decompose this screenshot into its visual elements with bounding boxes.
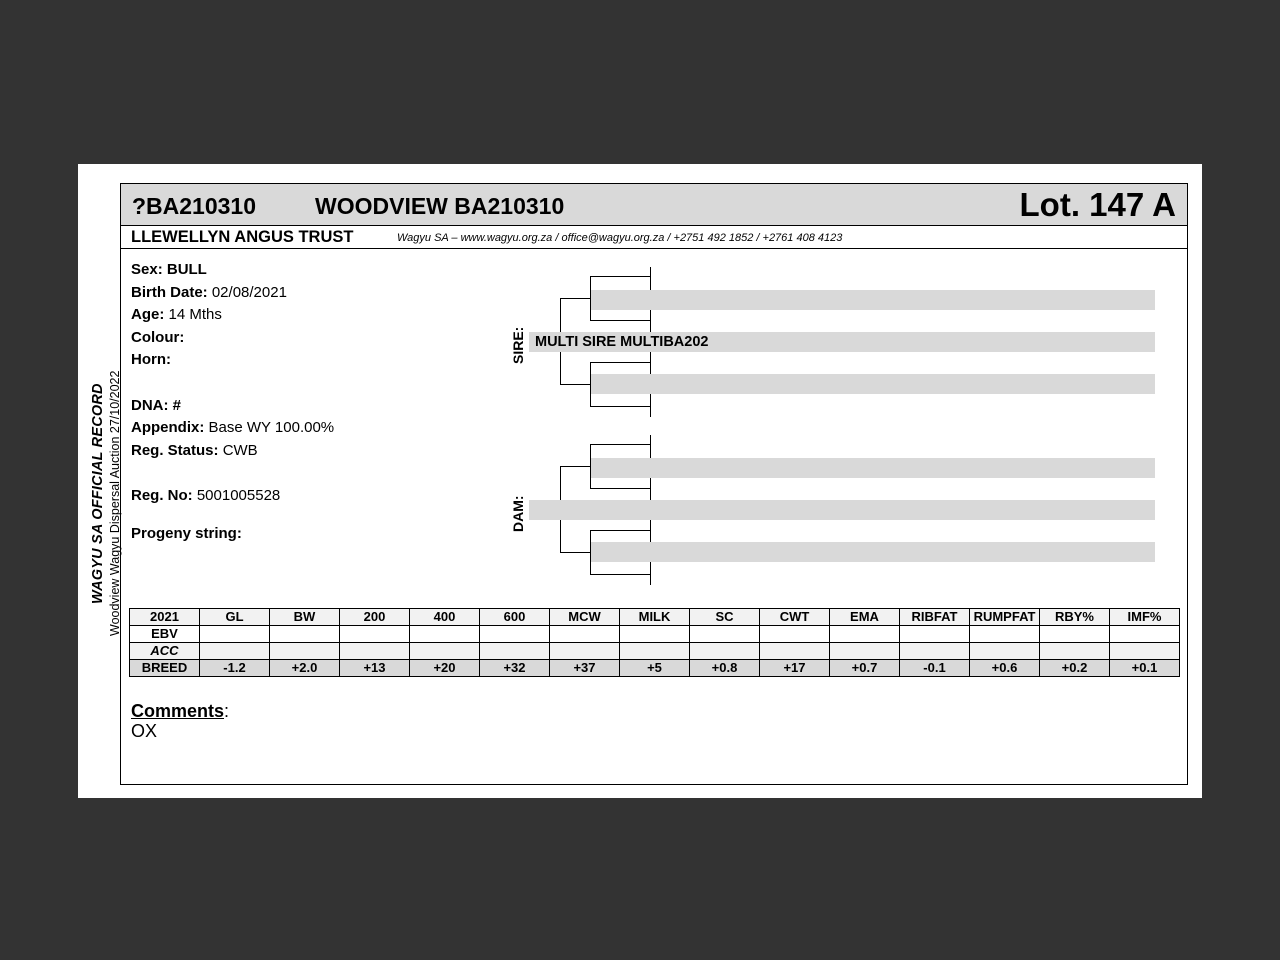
- sire-dam-bracket: [590, 362, 650, 363]
- appendix-value: Base WY 100.00%: [208, 419, 335, 436]
- regstatus-value: CWB: [222, 441, 258, 459]
- lot-number: Lot. 147 A: [1019, 186, 1176, 223]
- auction-label: Woodview Wagyu Dispersal Auction 27/10/2022: [108, 370, 122, 636]
- ebv-header-row: [130, 609, 1180, 626]
- breed-value: +0.6: [970, 660, 1040, 677]
- sire-sire-bracket: [590, 276, 650, 277]
- ebv-header: EMA: [830, 609, 900, 626]
- breed-row: [130, 660, 1180, 677]
- ebv-row-label: EBV: [130, 626, 200, 643]
- ebv-header: IMF%: [1110, 609, 1180, 626]
- ebv-header: BW: [270, 609, 340, 626]
- sire-sire-bar: [591, 290, 1155, 310]
- contact-info: Wagyu SA – www.wagyu.org.za / office@wagyu.org.za / +2751 492 1852 / +2761 408 4123: [397, 232, 843, 244]
- colour-line: Colour:: [131, 328, 185, 346]
- record-sheet: [78, 164, 1202, 798]
- sire-sire-bracket: [590, 320, 650, 321]
- breed-row-label: BREED: [130, 660, 200, 677]
- dna-value: #: [172, 396, 182, 414]
- ebv-header: CWT: [760, 609, 830, 626]
- ebv-row: [130, 626, 1180, 643]
- animal-name: WOODVIEW BA210310: [315, 193, 565, 219]
- sire-name: MULTI SIRE MULTIBA202: [535, 334, 709, 350]
- appendix-line: Appendix: Base WY 100.00%: [131, 419, 335, 436]
- sire-dam-bar: [591, 374, 1155, 394]
- age-value: 14 Mths: [168, 306, 222, 323]
- comments-section: Comments: OX: [131, 701, 230, 741]
- dam-sire-bar: [591, 458, 1155, 478]
- breeder-row: [121, 226, 1187, 249]
- sire-bracket-line: [560, 298, 590, 299]
- breed-value: +2.0: [270, 660, 340, 677]
- ebv-header: 400: [410, 609, 480, 626]
- breed-value: +0.1: [1110, 660, 1180, 677]
- dam-dam-bar: [591, 542, 1155, 562]
- regno-value: 5001005528: [196, 487, 281, 504]
- breed-value: -0.1: [900, 660, 970, 677]
- ebv-header: MILK: [620, 609, 690, 626]
- comments-value: OX: [131, 721, 158, 741]
- dam-dam-bracket: [590, 530, 650, 531]
- breed-value: +0.8: [690, 660, 760, 677]
- dam-label: DAM:: [510, 495, 526, 532]
- ebv-header: GL: [200, 609, 270, 626]
- acc-row: [130, 643, 1180, 660]
- ebv-header: 600: [480, 609, 550, 626]
- breed-value: +37: [550, 660, 620, 677]
- dam-sire-bracket: [590, 488, 650, 489]
- acc-row-label: ACC: [130, 643, 200, 660]
- ebv-header: MCW: [550, 609, 620, 626]
- official-record-label: WAGYU SA OFFICIAL RECORD: [90, 383, 106, 604]
- ebv-header: RUMPFAT: [970, 609, 1040, 626]
- birth-value: 02/08/2021: [211, 283, 287, 301]
- dam-sire-bracket: [590, 444, 650, 445]
- breed-value: +5: [620, 660, 690, 677]
- regno-line: Reg. No: 5001005528: [131, 487, 281, 504]
- breed-value: +13: [340, 660, 410, 677]
- regstatus-line: Reg. Status: CWB: [131, 441, 258, 459]
- dam-dam-bracket: [590, 574, 650, 575]
- ebv-year: 2021: [130, 609, 200, 626]
- dna-line: DNA: #: [131, 396, 182, 414]
- sex-value: BULL: [166, 261, 207, 278]
- ebv-header: RBY%: [1040, 609, 1110, 626]
- sire-label: SIRE:: [510, 326, 526, 364]
- sire-dam-bracket: [590, 406, 650, 407]
- dam-bar: [529, 500, 1155, 520]
- breed-value: +0.7: [830, 660, 900, 677]
- comments-label: Comments: [131, 701, 225, 721]
- breed-value: +17: [760, 660, 830, 677]
- sire-bar: [529, 332, 1155, 352]
- breed-value: +20: [410, 660, 480, 677]
- breed-value: +32: [480, 660, 550, 677]
- breeder-name: LLEWELLYN ANGUS TRUST: [131, 228, 354, 246]
- ebv-header: SC: [690, 609, 760, 626]
- ebv-table: [129, 608, 1180, 677]
- ebv-header: 200: [340, 609, 410, 626]
- dam-bracket-line: [560, 552, 590, 553]
- sex-line: Sex: BULL: [131, 261, 207, 278]
- sire-bracket-line: [560, 384, 590, 385]
- record-frame: [120, 183, 1188, 785]
- progeny-line: Progeny string:: [131, 525, 242, 542]
- birth-line: Birth Date: 02/08/2021: [131, 283, 287, 301]
- breed-value: +0.2: [1040, 660, 1110, 677]
- breed-value: -1.2: [200, 660, 270, 677]
- animal-id: ?BA210310: [132, 193, 257, 219]
- ebv-header: RIBFAT: [900, 609, 970, 626]
- header-bar: [121, 184, 1187, 226]
- dam-bracket-line: [560, 466, 590, 467]
- age-line: Age: 14 Mths: [131, 306, 222, 323]
- horn-line: Horn:: [131, 351, 171, 368]
